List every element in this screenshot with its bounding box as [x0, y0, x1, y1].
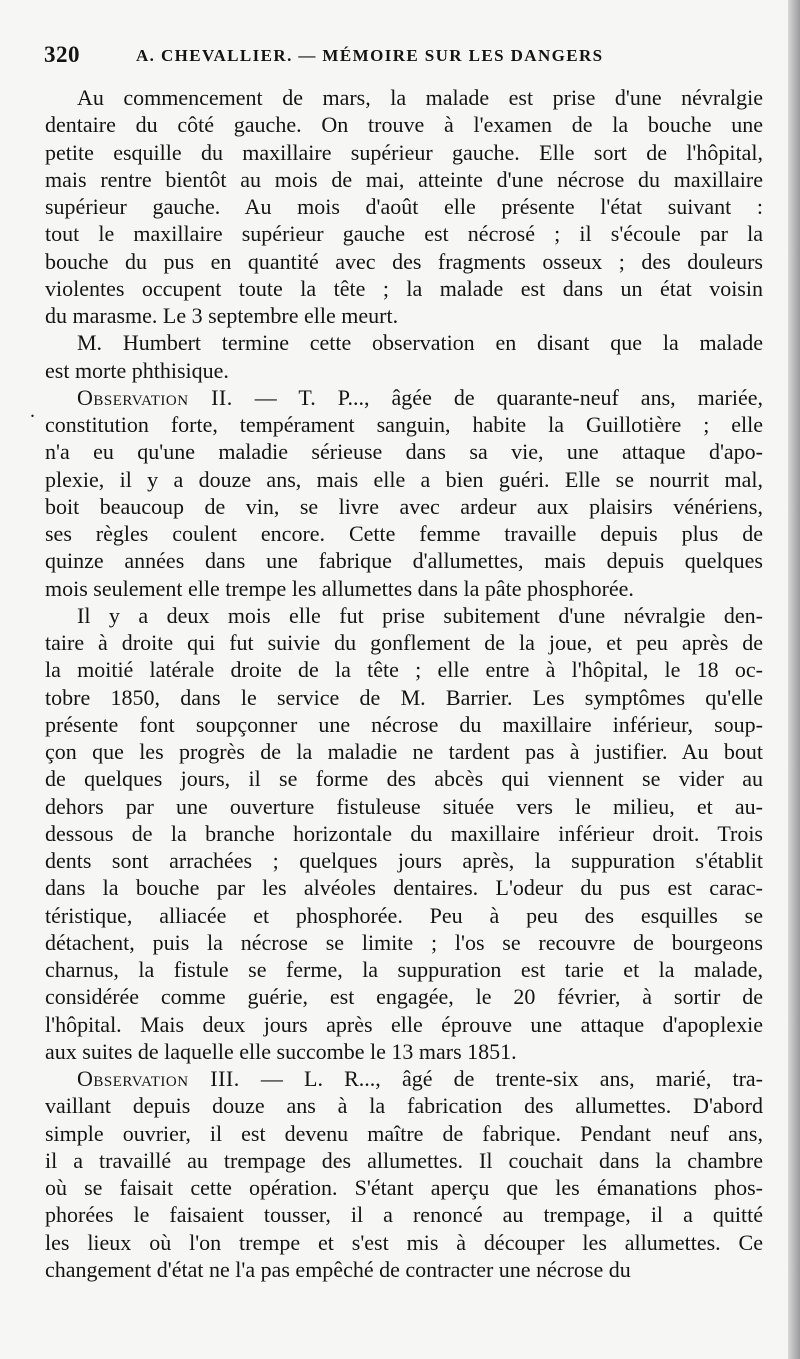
text-line: plexie, il y a douze ans, mais elle a bien guéri. Elle se nourrit mal,	[45, 466, 763, 492]
line-text: — L. R..., âgé de trente-six ans, marié, tra-	[239, 1066, 764, 1091]
paragraph	[45, 1065, 763, 1283]
text-line: Au commencement de mars, la malade est prise d'une névralgie	[77, 85, 763, 110]
paragraph	[45, 602, 763, 1065]
paragraph	[45, 84, 763, 329]
page-header	[44, 42, 764, 72]
paragraph	[45, 384, 763, 602]
text-line: l'hôpital. Mais deux jours après elle éprouve une attaque d'apoplexie	[45, 1011, 763, 1037]
text-line: dehors par une ouverture fistuleuse située vers le milieu, et au-	[45, 793, 763, 819]
body-text	[45, 84, 763, 1283]
text-line: constitution forte, tempérament sanguin, habite la Guillotière ; elle	[45, 412, 763, 437]
text-line: quinze années dans une fabrique d'allumettes, mais depuis quelques	[45, 548, 763, 574]
text-line: est morte phthisique.	[45, 357, 229, 383]
text-line: phorées le faisaient tousser, il a renoncé au trempage, il a quitté	[45, 1202, 763, 1228]
text-line: présente font soupçonner une nécrose du maxillaire inférieur, soup-	[45, 711, 763, 737]
page-number: 320	[44, 42, 80, 67]
text-line: taire à droite qui fut suivie du gonflement de la joue, et peu après de	[45, 630, 763, 655]
text-line: il a travaillé au trempage des allumettes. Il couchait dans la chambre	[45, 1147, 763, 1173]
text-line: détachent, puis la nécrose se limite ; l'os se recouvre de bourgeons	[45, 929, 763, 955]
text-line: violentes occupent toute la tête ; la malade est dans un état voisin	[45, 275, 763, 301]
text-line: vaillant depuis douze ans à la fabrication des allumettes. D'abord	[45, 1093, 763, 1119]
observation-label: Observation II.	[77, 384, 233, 410]
text-line: petite esquille du maxillaire supérieur gauche. Elle sort de l'hôpital,	[45, 139, 763, 165]
text-line: Il y a deux mois elle fut prise subitement d'une névralgie den-	[77, 602, 763, 628]
text-line: charnus, la fistule se ferme, la suppuration est tarie et la malade,	[45, 957, 763, 982]
line-text: — T. P..., âgée de quarante-neuf ans, mariée,	[232, 384, 763, 410]
page-edge-shadow	[788, 0, 800, 1359]
text-line: tout le maxillaire supérieur gauche est nécrosé ; il s'écoule par la	[45, 221, 763, 247]
text-line: changement d'état ne l'a pas empêché de contracter une nécrose du	[45, 1256, 631, 1282]
text-line: dessous de la branche horizontale du maxillaire inférieur droit. Trois	[45, 820, 763, 846]
text-line	[45, 1065, 763, 1092]
text-line: du marasme. Le 3 septembre elle meurt.	[45, 303, 399, 328]
text-line: aux suites de laquelle elle succombe le 13 mars 1851.	[45, 1038, 517, 1064]
text-line: de quelques jours, il se forme des abcès qui viennent se vider au	[45, 766, 763, 792]
text-line: supérieur gauche. Au mois d'août elle présente l'état suivant :	[45, 194, 763, 219]
text-line: bouche du pus en quantité avec des fragments osseux ; des douleurs	[45, 248, 763, 274]
text-line: boit beaucoup de vin, se livre avec ardeur aux plaisirs vénériens,	[45, 493, 763, 519]
text-line: les lieux où l'on trempe et s'est mis à découper les allumettes. Ce	[45, 1229, 763, 1255]
text-line: simple ouvrier, il est devenu maître de fabrique. Pendant neuf ans,	[45, 1120, 763, 1146]
text-line: çon que les progrès de la maladie ne tardent pas à justifier. Au bout	[45, 739, 763, 764]
text-line: où se faisait cette opération. S'étant aperçu que les émanations phos-	[45, 1175, 763, 1200]
text-line: la moitié latérale droite de la tête ; elle entre à l'hôpital, le 18 oc-	[45, 657, 763, 683]
text-line: dentaire du côté gauche. On trouve à l'examen de la bouche une	[45, 112, 763, 138]
observation-label: Observation III.	[77, 1066, 240, 1091]
running-head: A. CHEVALLIER. — MÉMOIRE SUR LES DANGERS	[136, 46, 604, 65]
text-line: tobre 1850, dans le service de M. Barrier. Les symptômes qu'elle	[45, 684, 763, 710]
text-line: téristique, alliacée et phosphorée. Peu à peu des esquilles se	[45, 902, 763, 928]
text-line: mois seulement elle trempe les allumettes dans la pâte phosphorée.	[45, 575, 634, 601]
text-line: ses règles coulent encore. Cette femme travaille depuis plus de	[45, 521, 763, 546]
text-line	[45, 384, 763, 411]
text-line: considérée comme guérie, est engagée, le 20 février, à sortir de	[45, 984, 763, 1010]
paragraph	[45, 329, 763, 384]
text-line: mais rentre bientôt au mois de mai, atteinte d'une nécrose du maxillaire	[45, 166, 763, 192]
text-line: n'a eu qu'une maladie sérieuse dans sa vie, une attaque d'apo-	[45, 439, 763, 465]
margin-mark: .	[30, 400, 35, 422]
text-line: M. Humbert termine cette observation en disant que la malade	[77, 330, 763, 356]
text-line: dents sont arrachées ; quelques jours après, la suppuration s'établit	[45, 848, 763, 873]
text-line: dans la bouche par les alvéoles dentaires. L'odeur du pus est carac-	[45, 875, 763, 901]
